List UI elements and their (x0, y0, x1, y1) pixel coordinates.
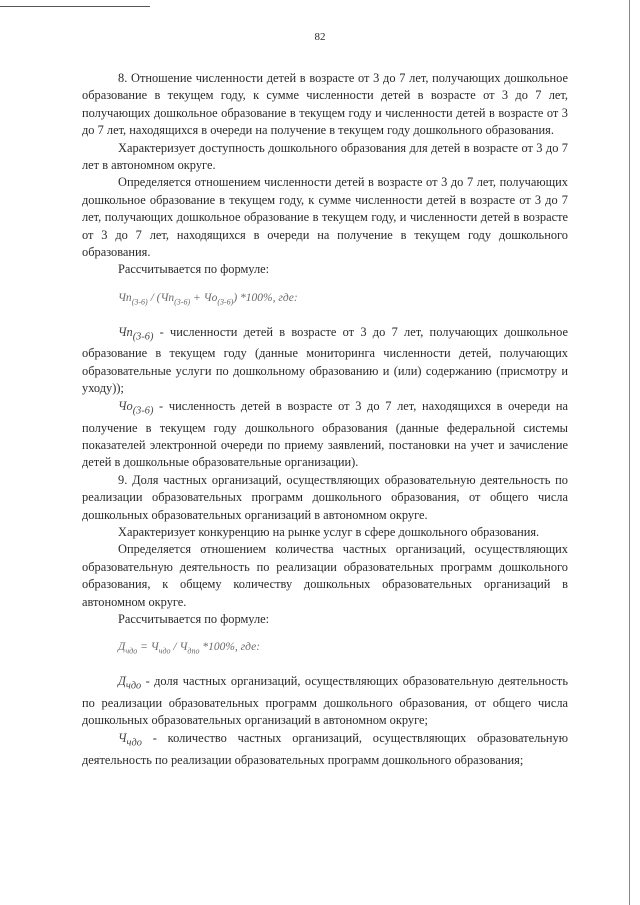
item-8-characterizes: Характеризует доступность дошкольного образования для детей в возрасте от 3 до 7 лет в автономном округе. (82, 140, 568, 173)
item-8-formula-intro: Рассчитывается по формуле: (118, 262, 270, 277)
page-number: 82 (314, 31, 326, 43)
item-8-definition: Определяется отношением численности детей в возрасте от 3 до 7 лет, получающих дошкольное образование в текущем году, к сумме численности детей в возрасте от 3 до 7 лет, получающих дошкольное образование в текущем году, и численности детей в возрасте от 3 до 7 лет, находящихся в очереди на получение в текущем году дошкольного образования. (82, 175, 568, 260)
definition-cho: $Чо_{(3-6)}$ - численность детей в возрасте от 3 до 7 лет, находящихся в очереди на получение в текущем году дошкольного образования (данные федеральной системы показателей электронной очереди по приему заявлений, постановки на учет и зачисление детей в дошкольные образовательные организации). (82, 398, 568, 470)
formula-1: $Чп_{(3-6)} / (Чп_{(3-6)} + Чо_{(3-6)})$ *100%, где: (118, 291, 298, 307)
item-9-heading: 9. Доля частных организаций, осуществляющих образовательную деятельность по реализации образовательных программ дошкольного образования, от общего числа дошкольных образовательных организаций в автономном округе. (82, 472, 568, 522)
item-9-formula-intro: Рассчитывается по формуле: (118, 612, 270, 627)
scan-edge-top (0, 6, 150, 7)
item-9-definition: Определяется отношением количества частных организаций, осуществляющих образовательную деятельность по реализации образовательных программ дошкольного образования, к общему количеству дошкольных образовательных организаций в автономном округе. (82, 542, 568, 609)
definition-dchdo: $Д_{чдо}$ - доля частных организаций, осуществляющих образовательную деятельность по реализации образовательных программ дошкольного образования, от общего числа дошкольных образовательных организаций в автономном округе; (82, 674, 568, 728)
definition-chchdo: $Ч_{чдо}$ - количество частных организаций, осуществляющих образовательную деятельность по реализации образовательных программ дошкольного образования; (82, 730, 568, 767)
page-body (82, 70, 568, 769)
item-9-characterizes: Характеризует конкуренцию на рынке услуг в сфере дошкольного образования. (118, 524, 540, 539)
scan-edge-right (629, 0, 630, 905)
formula-2: $Д_{чдо} = Ч_{чдо} / Ч_{дпо}$ *100%, где: (118, 641, 261, 656)
definition-chp: $Чп_{(3-6)}$ - численности детей в возрасте от 3 до 7 лет, получающих дошкольное образование в текущем году (данные мониторинга численности детей, получающих образовательные услуги по дошкольному образованию и (или) содержанию (присмотру и уходу)); (82, 324, 568, 396)
item-8-heading: 8. Отношение численности детей в возрасте от 3 до 7 лет, получающих дошкольное образование в текущем году, к сумме численности детей в возрасте от 3 до 7 лет, получающих дошкольное образование в текущем году и численности детей в возрасте от 3 до 7 лет, находящихся в очереди на получение в текущем году дошкольного образования. (82, 71, 568, 138)
